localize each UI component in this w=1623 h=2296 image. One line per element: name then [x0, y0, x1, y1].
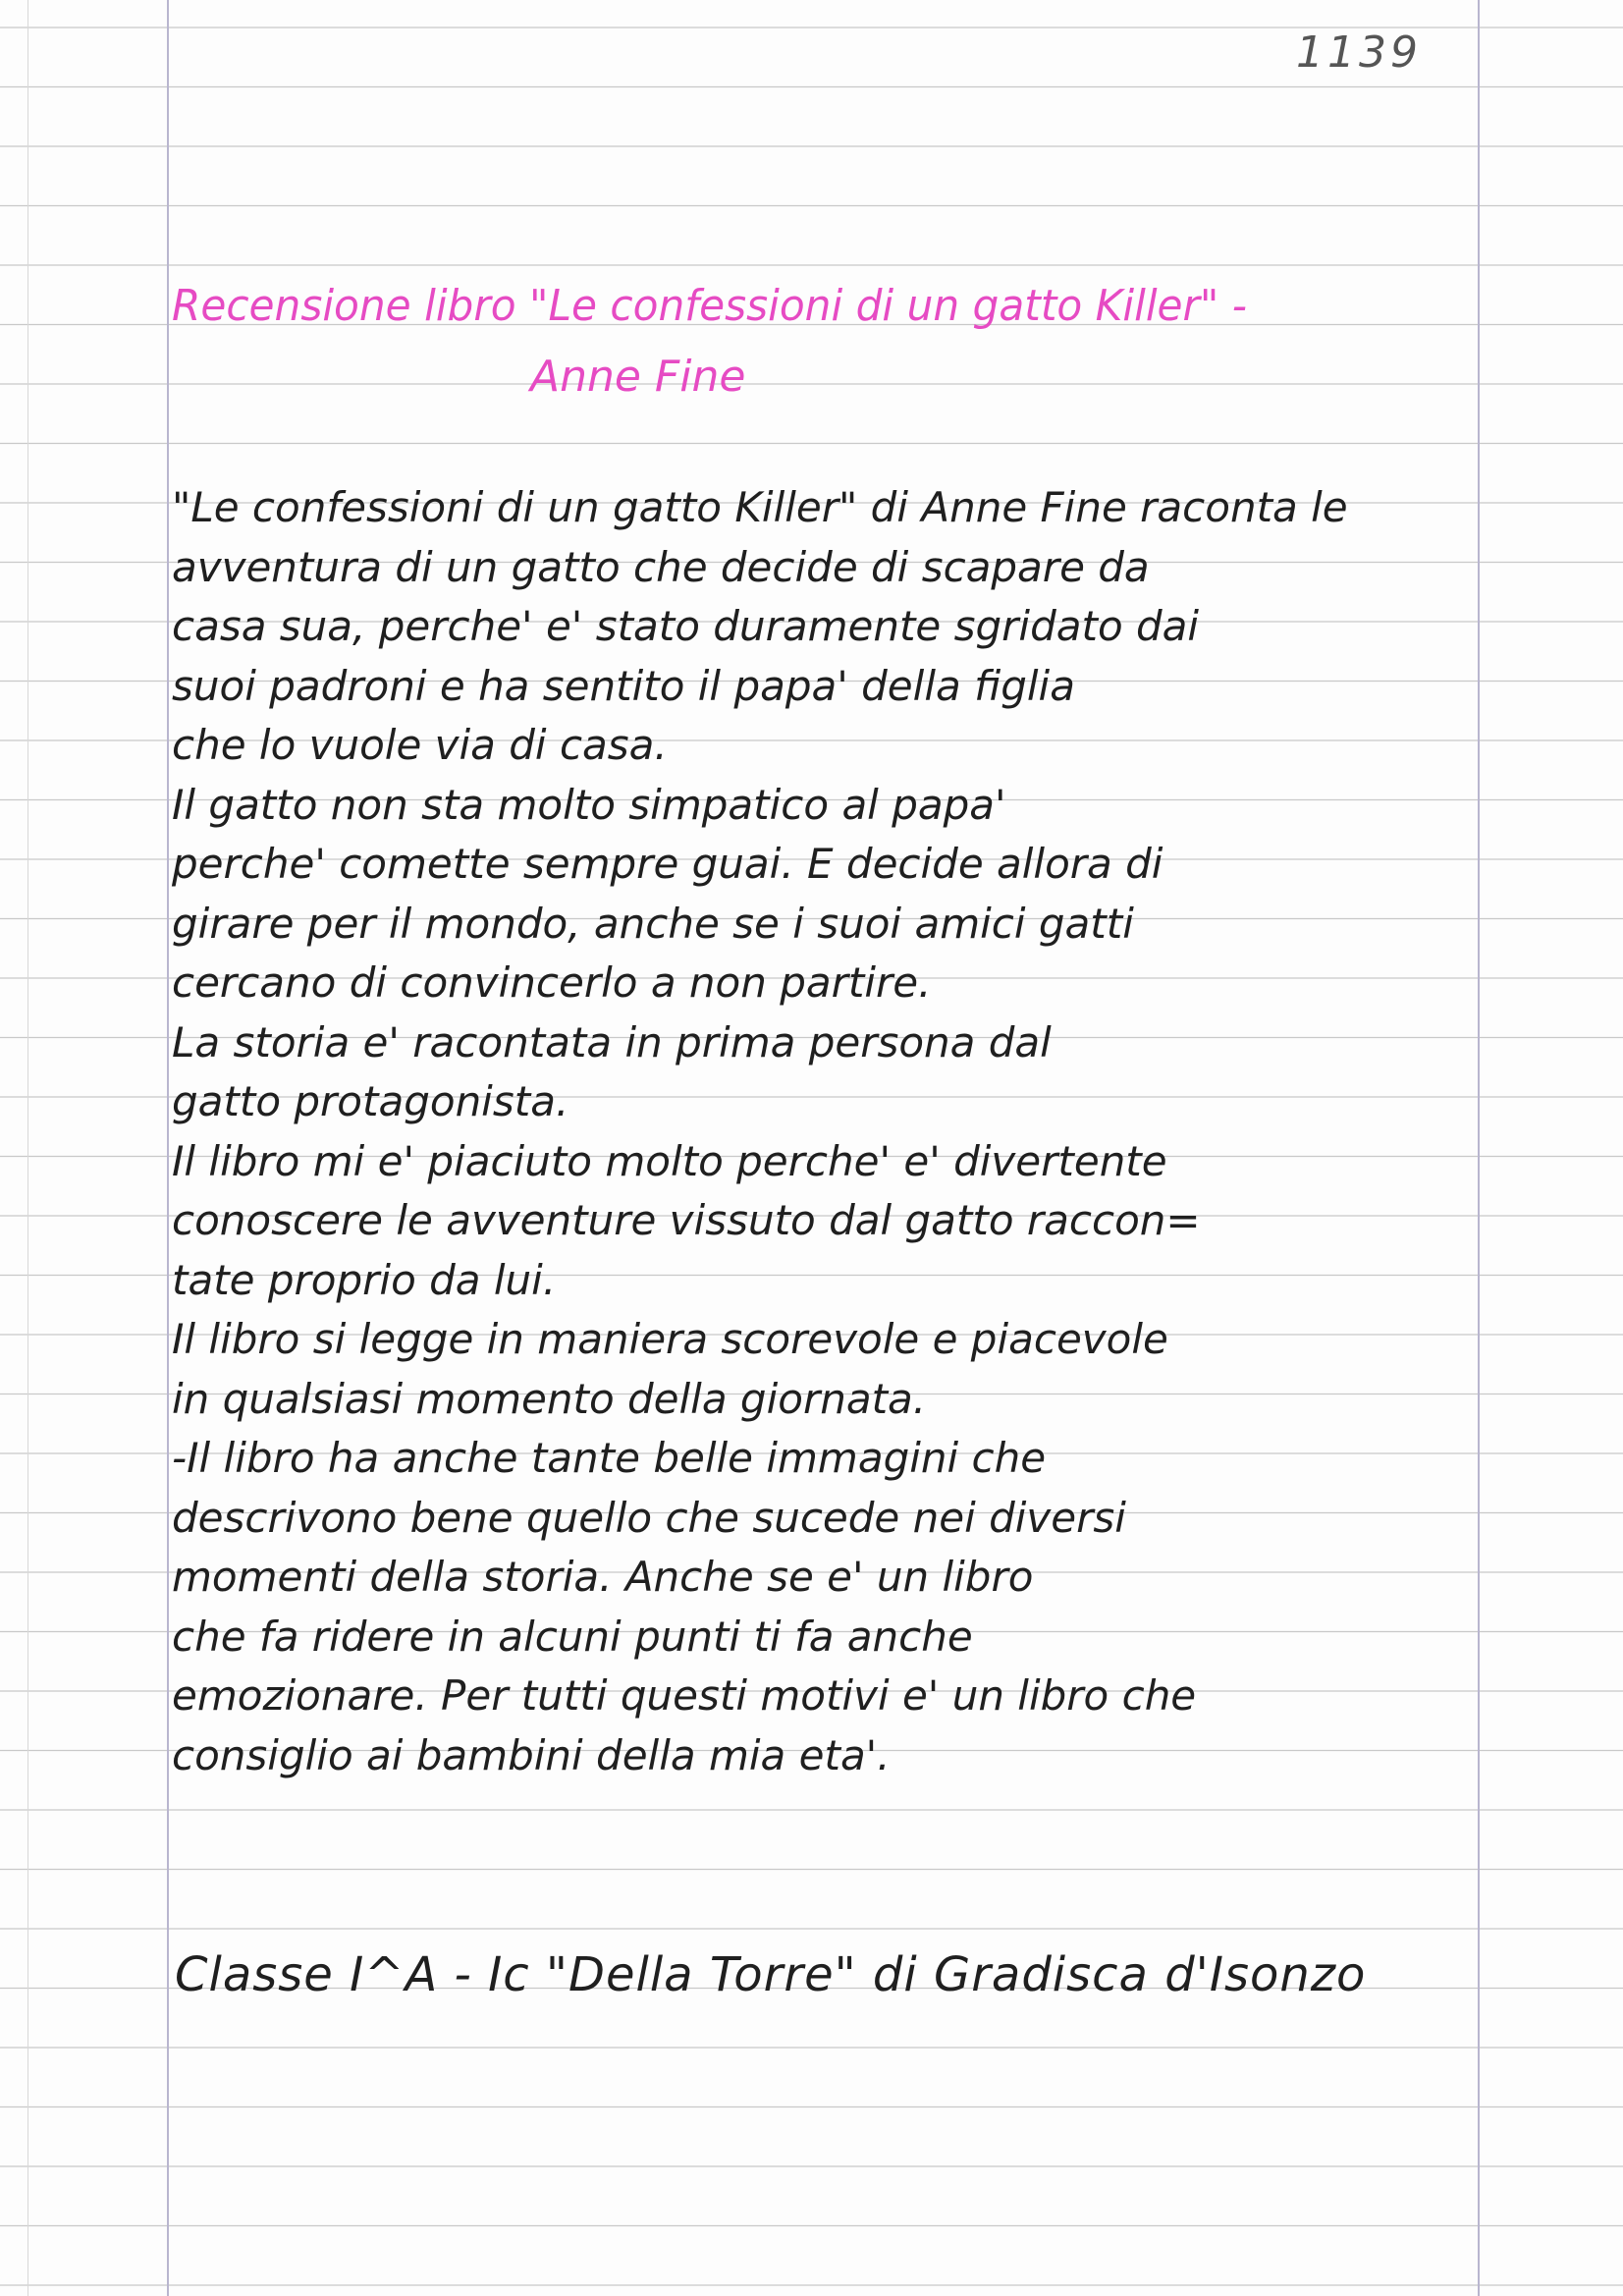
body-line: emozionare. Per tutti questi motivi e' un libro che: [172, 1671, 1197, 1720]
page-number: 1139: [1296, 27, 1422, 78]
body-line: che fa ridere in alcuni punti ti fa anche: [172, 1612, 973, 1661]
body-line: Il gatto non sta molto simpatico al papa': [172, 780, 1006, 829]
body-line: descrivono bene quello che sucede nei diversi: [172, 1493, 1126, 1542]
body-line: consiglio ai bambini della mia eta'.: [172, 1730, 891, 1779]
body-line: in qualsiasi momento della giornata.: [172, 1374, 927, 1423]
body-line: momenti della storia. Anche se e' un libro: [172, 1553, 1034, 1601]
body-line: casa sua, perche' e' stato duramente sgridato dai: [172, 602, 1200, 650]
review-body: [172, 478, 1478, 1785]
paper-edge-line: [27, 0, 28, 2296]
body-line: gatto protagonista.: [172, 1077, 569, 1125]
body-line: tate proprio da lui.: [172, 1255, 557, 1304]
title-line-2: Anne Fine: [530, 352, 746, 402]
body-line: suoi padroni e ha sentito il papa' della figlia: [172, 661, 1075, 710]
body-line: La storia e' racontata in prima persona dal: [172, 1017, 1052, 1066]
body-line: avventura di un gatto che decide di scapare da: [172, 542, 1150, 591]
body-line: Il libro si legge in maniera scorevole e piacevole: [172, 1315, 1168, 1363]
body-line: che lo vuole via di casa.: [172, 721, 668, 769]
body-line: -Il libro ha anche tante belle immagini che: [172, 1434, 1047, 1482]
right-margin-line: [1478, 0, 1480, 2296]
body-line: "Le confessioni di un gatto Killer" di Anne Fine raconta le: [172, 483, 1348, 531]
title-line-1: Recensione libro "Le confessioni di un gatto Killer" -: [172, 281, 1248, 331]
body-line: conoscere le avventure vissuto dal gatto raccon=: [172, 1196, 1201, 1244]
body-line: cercano di convincerlo a non partire.: [172, 958, 932, 1007]
body-line: Il libro mi e' piaciuto molto perche' e' divertente: [172, 1136, 1167, 1185]
class-signature: Classe I^A - Ic "Della Torre" di Gradisca d'Isonzo: [175, 1947, 1367, 2002]
body-line: girare per il mondo, anche se i suoi amici gatti: [172, 899, 1134, 948]
review-title: [172, 271, 1468, 412]
left-margin-line: [167, 0, 169, 2296]
body-line: perche' comette sempre guai. E decide allora di: [172, 840, 1163, 888]
